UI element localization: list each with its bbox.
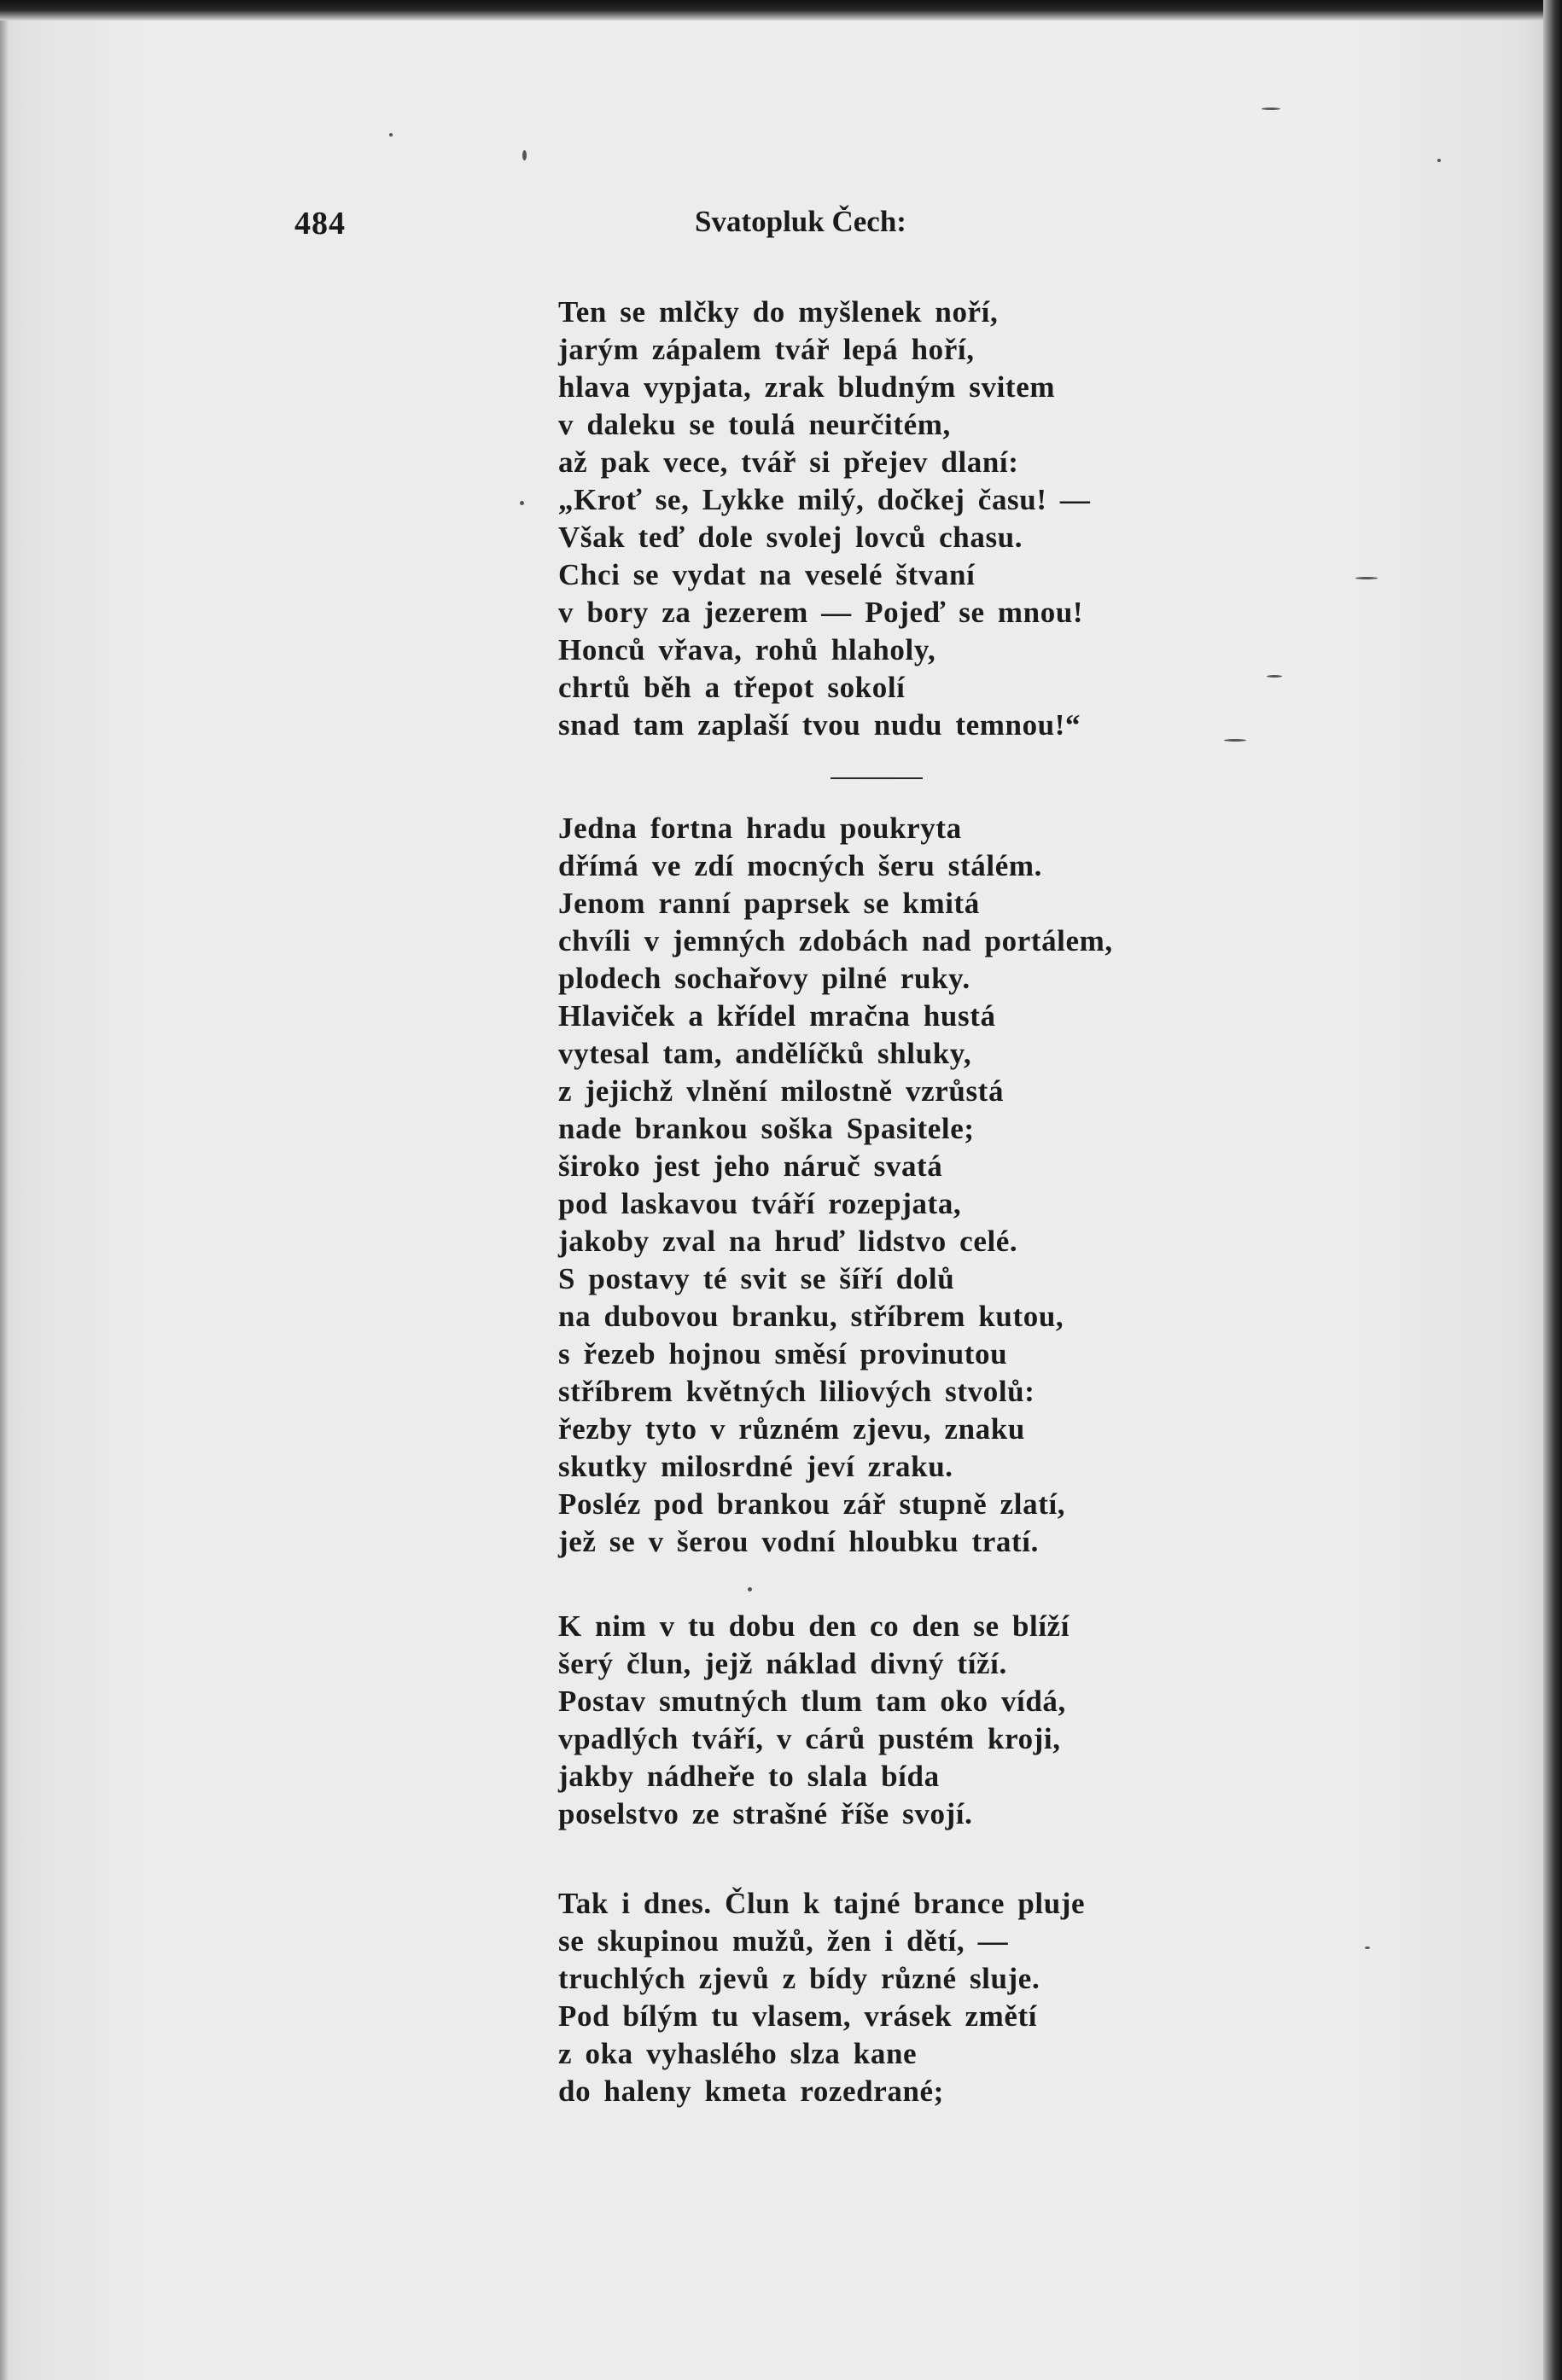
running-title: Svatopluk Čech: xyxy=(695,205,906,238)
scan-speck xyxy=(1262,108,1280,110)
verse-line: až pak vece, tvář si přejev dlaní: xyxy=(558,445,1019,479)
verse-line: pod laskavou tváří rozepjata, xyxy=(558,1187,962,1220)
scan-speck xyxy=(748,1587,752,1592)
verse-line: široko jest jeho náruč svatá xyxy=(558,1149,943,1183)
scan-speck xyxy=(520,501,524,505)
stanza-1 xyxy=(558,294,1091,744)
verse-line: stříbrem květných liliových stvolů: xyxy=(558,1375,1035,1408)
verse-line: Chci se vydat na veselé štvaní xyxy=(558,558,976,591)
scan-border-left xyxy=(0,20,9,2380)
verse-line: „Kroť se, Lykke milý, dočkej času! — xyxy=(558,483,1091,516)
verse-line: vytesal tam, andělíčků shluky, xyxy=(558,1037,972,1070)
verse-line: skutky milosrdné jeví zraku. xyxy=(558,1450,953,1483)
verse-line: Ten se mlčky do myšlenek noří, xyxy=(558,295,999,329)
verse-line: chrtů běh a třepot sokolí xyxy=(558,671,906,704)
verse-line: se skupinou mužů, žen i dětí, — xyxy=(558,1924,1009,1958)
verse-line: Jedna fortna hradu poukryta xyxy=(558,812,962,845)
scan-speck xyxy=(389,133,393,137)
stanza-2 xyxy=(558,810,1113,1561)
verse-line: Však teď dole svolej lovců chasu. xyxy=(558,521,1023,554)
verse-line: hlava vypjata, zrak bludným svitem xyxy=(558,370,1056,404)
verse-line: řezby tyto v různém zjevu, znaku xyxy=(558,1412,1025,1446)
verse-line: Tak i dnes. Člun k tajné brance pluje xyxy=(558,1887,1086,1920)
verse-line: na dubovou branku, stříbrem kutou, xyxy=(558,1300,1064,1333)
verse-line: s řezeb hojnou směsí provinutou xyxy=(558,1337,1008,1370)
verse-line: jarým zápalem tvář lepá hoří, xyxy=(558,333,975,366)
stanza-3 xyxy=(558,1608,1070,1833)
verse-line: truchlých zjevů z bídy různé sluje. xyxy=(558,1962,1040,1995)
verse-line: z jejichž vlnění milostně vzrůstá xyxy=(558,1074,1005,1108)
scan-speck xyxy=(1365,1946,1370,1949)
scan-speck xyxy=(522,150,527,160)
verse-line: z oka vyhaslého slza kane xyxy=(558,2037,918,2070)
verse-line: jakby nádheře to slala bída xyxy=(558,1760,940,1793)
verse-line: šerý člun, jejž náklad divný tíží. xyxy=(558,1647,1007,1680)
verse-line: nade brankou soška Spasitele; xyxy=(558,1112,975,1145)
scan-speck xyxy=(1355,577,1378,579)
verse-line: v daleku se toulá neurčitém, xyxy=(558,408,951,441)
section-divider xyxy=(831,777,923,779)
verse-line: Posléz pod brankou zář stupně zlatí, xyxy=(558,1487,1066,1521)
verse-line: Postav smutných tlum tam oko vídá, xyxy=(558,1685,1066,1718)
verse-line: jakoby zval na hruď lidstvo celé. xyxy=(558,1225,1018,1258)
verse-line: Jenom ranní paprsek se kmitá xyxy=(558,887,980,920)
verse-line: S postavy té svit se šíří dolů xyxy=(558,1262,955,1295)
verse-line: plodech sochařovy pilné ruky. xyxy=(558,962,970,995)
scan-speck xyxy=(1224,739,1246,742)
verse-line: chvíli v jemných zdobách nad portálem, xyxy=(558,924,1113,957)
page-number: 484 xyxy=(294,206,346,241)
verse-line: Hlaviček a křídel mračna hustá xyxy=(558,999,996,1033)
verse-line: Honců vřava, rohů hlaholy, xyxy=(558,633,936,666)
verse-line: Pod bílým tu vlasem, vrásek změtí xyxy=(558,1999,1038,2033)
scan-border-right xyxy=(1543,0,1562,2380)
scan-speck xyxy=(1267,675,1282,678)
stanza-4 xyxy=(558,1885,1085,2110)
verse-line: v bory za jezerem — Pojeď se mnou! xyxy=(558,596,1084,629)
scan-border-top xyxy=(0,0,1562,20)
verse-line: K nim v tu dobu den co den se blíží xyxy=(558,1609,1070,1643)
verse-line: vpadlých tváří, v cárů pustém kroji, xyxy=(558,1722,1061,1755)
verse-line: jež se v šerou vodní hloubku tratí. xyxy=(558,1525,1039,1558)
verse-line: poselstvo ze strašné říše svojí. xyxy=(558,1797,973,1830)
scan-speck xyxy=(1437,159,1441,162)
verse-line: dřímá ve zdí mocných šeru stálém. xyxy=(558,849,1042,882)
verse-line: snad tam zaplaší tvou nudu temnou!“ xyxy=(558,708,1081,742)
verse-line: do haleny kmeta rozedrané; xyxy=(558,2074,944,2108)
